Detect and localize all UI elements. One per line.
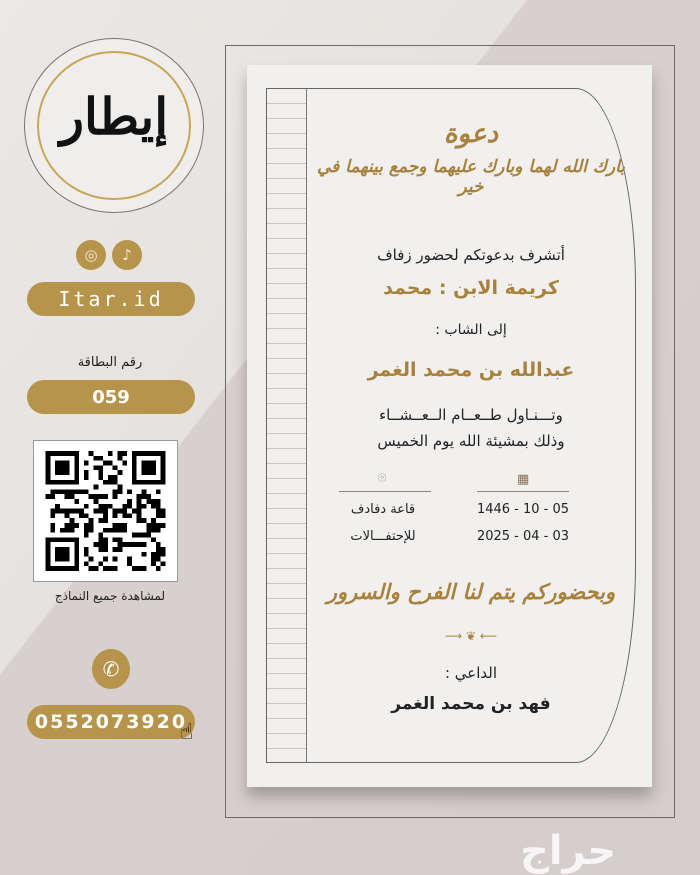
invite-line: أتشرف بدعوتكم لحضور زفاف [377,246,565,264]
watermark: حراج [520,828,617,874]
host-name: فهد بن محمد الغمر [391,694,551,714]
invitation-card [247,65,652,787]
qr-caption: لمشاهدة جميع النماذج [54,589,166,603]
date-gregorian: 2025 - 04 - 03 [476,529,570,544]
venue-line2: للإحتفـــالات [350,529,416,544]
venue-line1: قاعة دفادف [350,502,416,517]
blessing: بارك الله لهما وبارك عليهما وجمع بينهما في خير [316,157,626,197]
groom-name: عبدالله بن محمد الغمر [367,359,575,381]
ornament-border [267,89,307,762]
handle-badge[interactable]: Itar.id [27,282,195,316]
to-label: إلى الشاب : [435,322,507,338]
dinner-line: وتـــنـاول طــعــام الــعــشــاء [379,406,563,424]
hand-pointer-icon: ☝ [180,720,194,745]
tiktok-icon[interactable]: ♪ [112,240,142,270]
location-pin-icon: ⌾ [378,470,387,486]
card-number-label: رقم البطاقة [77,355,143,370]
phone-button[interactable]: 0552073920 [27,705,195,739]
calendar-icon: ▦ [517,472,530,487]
date-hijri: 1446 - 10 - 05 [476,502,570,517]
bride-line: كريمة الابن : محمد [383,277,559,299]
day-line: وذلك بمشيئة الله يوم الخميس [377,432,565,450]
card-number: 059 [27,380,195,414]
brand-logo: إيطار [24,38,204,213]
closing-calligraphy: وبحضوركم يتم لنا الفرح والسرور [326,579,616,604]
host-label: الداعي : [444,664,498,682]
invite-title: دعوة [443,119,499,149]
instagram-icon[interactable]: ◎ [76,240,106,270]
divider-ornament: ⟵ ❦ ⟶ [444,629,498,643]
qr-code[interactable] [33,440,178,582]
whatsapp-icon[interactable]: ✆ [92,649,130,689]
